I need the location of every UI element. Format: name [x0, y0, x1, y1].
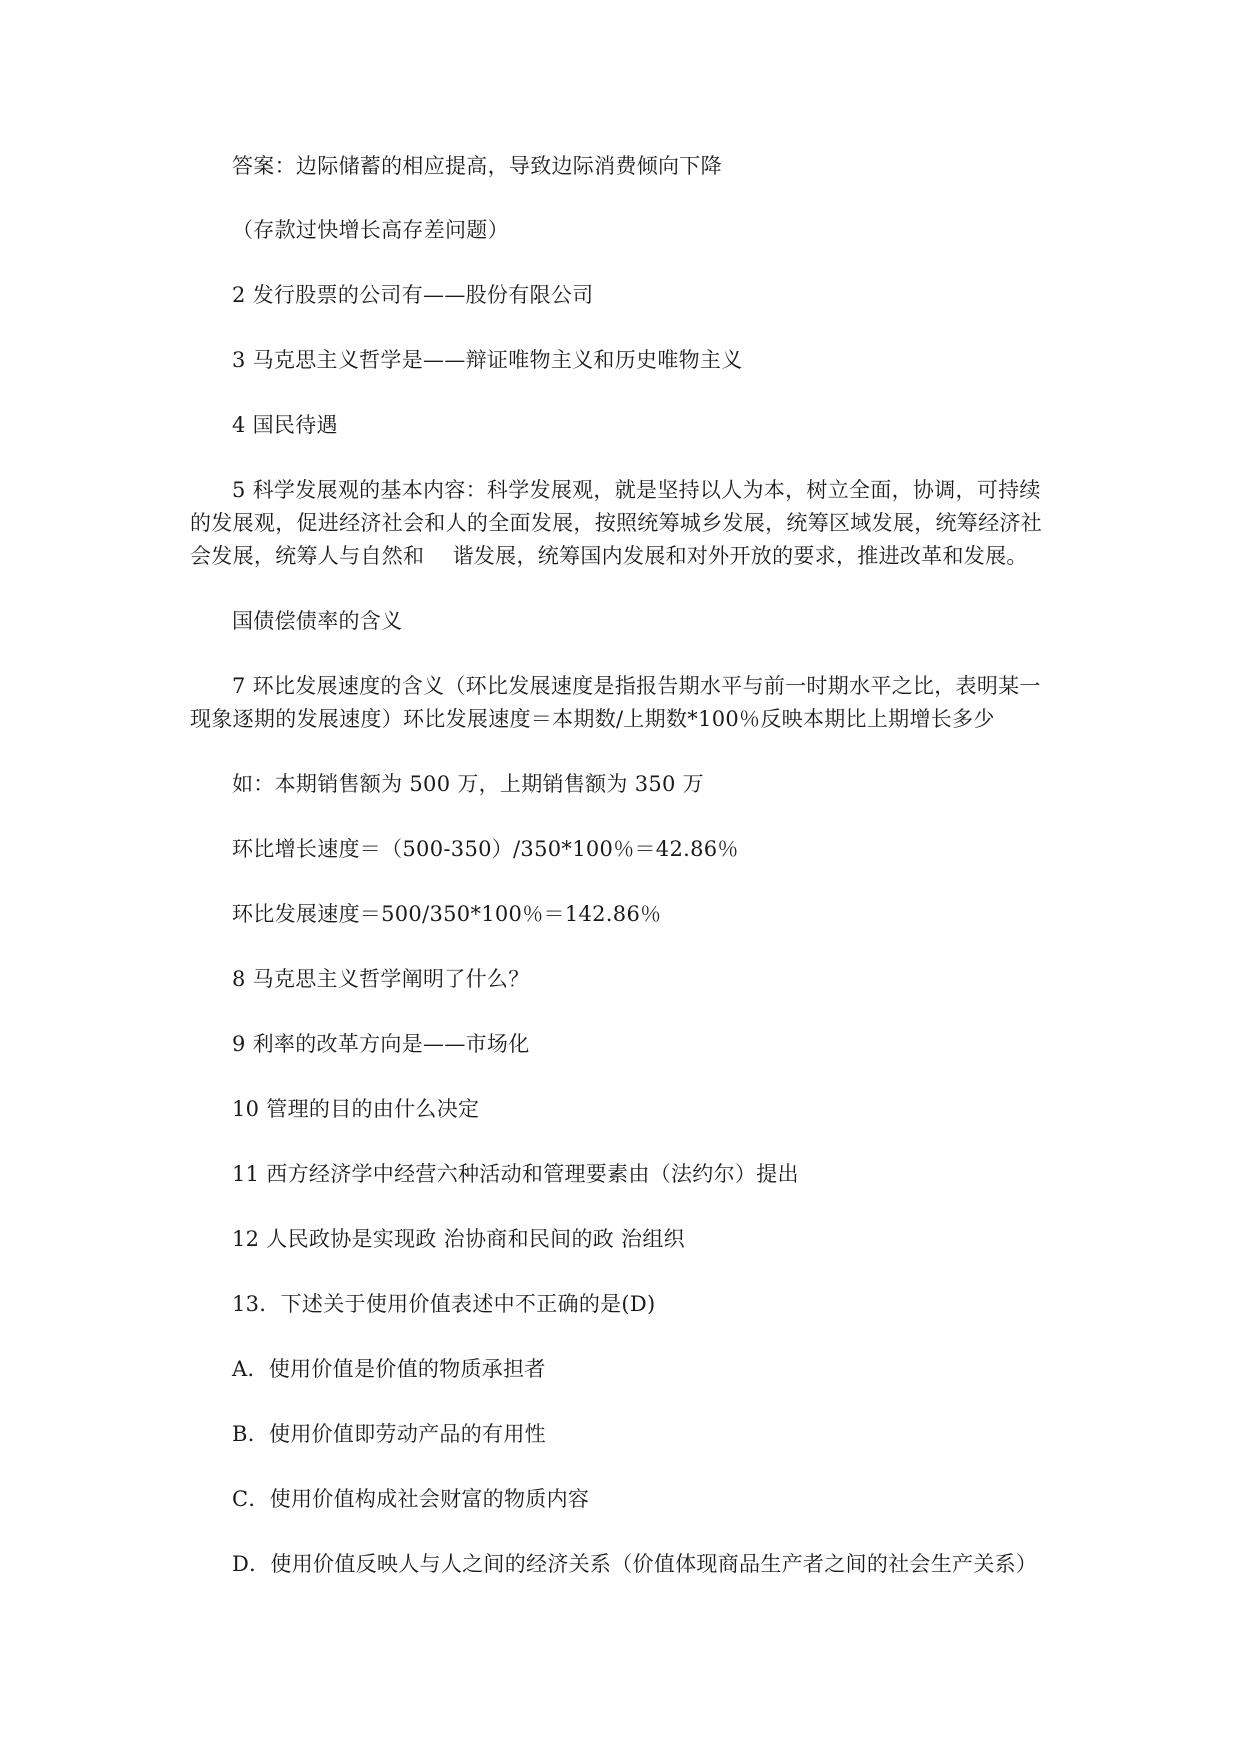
item-5-line-3: 会发展，统筹人与自然和 谐发展，统筹国内发展和对外开放的要求，推进改革和发展。: [190, 544, 1028, 568]
example-line: 如：本期销售额为 500 万，上期销售额为 350 万: [232, 772, 704, 796]
item-10-line: 10 管理的目的由什么决定: [232, 1097, 480, 1121]
option-a-line: A．使用价值是价值的物质承担者: [232, 1357, 546, 1381]
deposit-note-line: （存款过快增长高存差问题）: [232, 218, 509, 242]
development-rate-line: 环比发展速度＝500/350*100％＝142.86％: [232, 902, 662, 926]
item-7-line-1: 7 环比发展速度的含义（环比发展速度是指报告期水平与前一时期水平之比，表明某一: [232, 674, 1041, 698]
item-2-line: 2 发行股票的公司有——股份有限公司: [232, 283, 594, 307]
bond-ratio-line: 国债偿债率的含义: [232, 609, 403, 633]
item-12-line: 12 人民政协是实现政 治协商和民间的政 治组织: [232, 1227, 685, 1251]
option-b-line: B．使用价值即劳动产品的有用性: [232, 1422, 546, 1446]
item-4-line: 4 国民待遇: [232, 413, 338, 437]
item-5-line-1: 5 科学发展观的基本内容：科学发展观，就是坚持以人为本，树立全面，协调，可持续: [232, 478, 1041, 502]
item-7-line-2: 现象逐期的发展速度）环比发展速度＝本期数/上期数*100％反映本期比上期增长多少: [190, 707, 995, 731]
item-5-line-2: 的发展观，促进经济社会和人的全面发展，按照统筹城乡发展，统筹区域发展，统筹经济社: [190, 511, 1042, 535]
item-9-line: 9 利率的改革方向是——市场化: [232, 1032, 530, 1056]
answer-line: 答案：边际储蓄的相应提高，导致边际消费倾向下降: [232, 154, 722, 178]
option-c-line: C．使用价值构成社会财富的物质内容: [232, 1487, 590, 1511]
item-3-line: 3 马克思主义哲学是——辩证唯物主义和历史唯物主义: [232, 348, 743, 372]
item-11-line: 11 西方经济学中经营六种活动和管理要素由（法约尔）提出: [232, 1162, 799, 1186]
item-8-line: 8 马克思主义哲学阐明了什么？: [232, 967, 530, 991]
option-d-line: D．使用价值反映人与人之间的经济关系（价值体现商品生产者之间的社会生产关系）: [232, 1552, 1038, 1576]
question-13-line: 13．下述关于使用价值表述中不正确的是(D): [232, 1292, 656, 1316]
growth-rate-line: 环比增长速度＝（500-350）/350*100％＝42.86％: [232, 837, 739, 861]
